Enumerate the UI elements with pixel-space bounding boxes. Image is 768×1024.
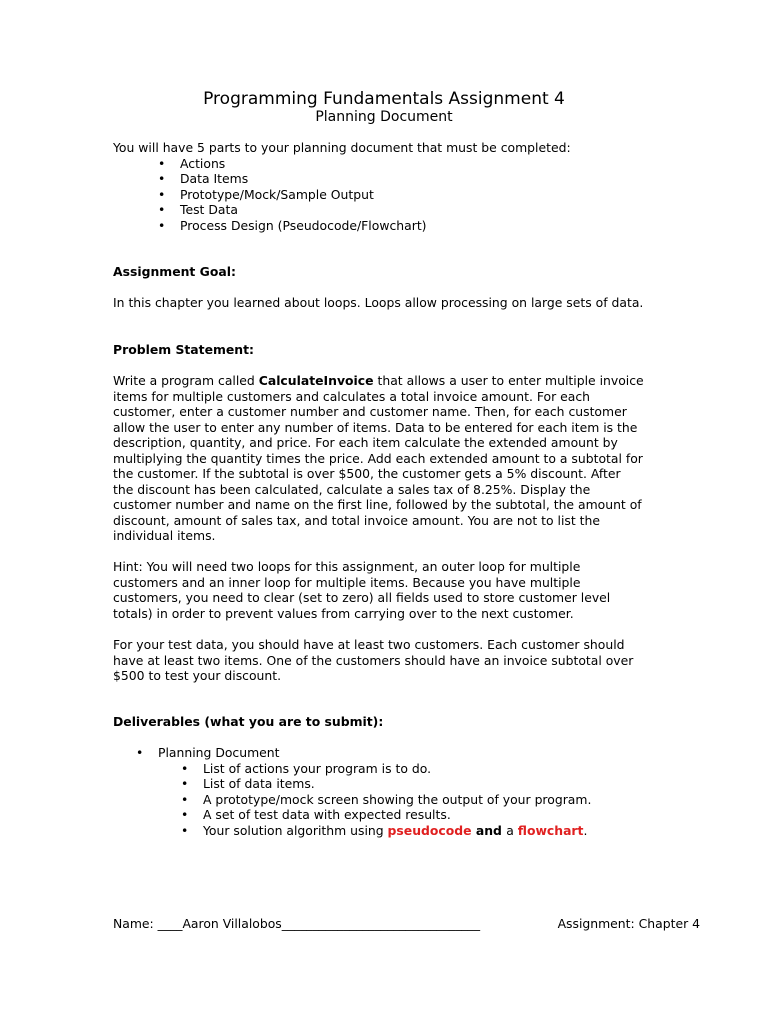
problem-line: description, quantity, and price. For each item calculate the extended amount by xyxy=(113,435,618,450)
document-subtitle: Planning Document xyxy=(315,109,453,125)
problem-line: the customer. If the subtotal is over $500, the customer gets a 5% discount. After xyxy=(113,466,621,481)
test-line: have at least two items. One of the customers should have an invoice subtotal over xyxy=(113,652,634,668)
hint-section xyxy=(113,559,673,621)
problem-line: multiplying the quantity times the price. Add each extended amount to a subtotal for xyxy=(113,450,643,466)
list-item xyxy=(203,823,673,839)
assignment-chapter: Assignment: Chapter 4 xyxy=(557,916,700,931)
intro-section xyxy=(113,140,673,233)
intro-text: You will have 5 parts to your planning document that must be completed: xyxy=(113,140,571,155)
name-label: Name: xyxy=(113,916,158,931)
problem-line: allow the user to enter any number of items. Data to be entered for each item is the xyxy=(113,419,638,435)
list-item: • A set of test data with expected results. xyxy=(203,807,673,823)
problem-line: the discount has been calculated, calculate a sales tax of 8.25%. Display the xyxy=(113,481,591,497)
list-item: • Actions xyxy=(180,156,673,172)
hint-line: customers and an inner loop for multiple items. Because you have multiple xyxy=(113,574,581,590)
algorithm-and: and xyxy=(471,822,507,838)
problem-heading: Problem Statement: xyxy=(113,342,254,357)
problem-line: discount, amount of sales tax, and total invoice amount. You are not to list the xyxy=(113,512,600,528)
problem-line-text: that allows a user to enter multiple invoice xyxy=(373,373,644,388)
problem-line: items for multiple customers and calculates a total invoice amount. For each xyxy=(113,388,591,404)
list-item: • List of data items. xyxy=(203,776,673,792)
hint-line: customers, you need to clear (set to zero) all fields used to store customer level xyxy=(113,590,611,605)
list-item: • Process Design (Pseudocode/Flowchart) xyxy=(180,218,673,234)
hint-line: Hint: You will need two loops for this assignment, an outer loop for multiple xyxy=(113,559,581,574)
list-item: • Test Data xyxy=(180,202,673,218)
test-line: $500 to test your discount. xyxy=(113,668,282,683)
deliverables-section xyxy=(113,714,673,838)
goal-text: In this chapter you learned about loops. Loops allow processing on large sets of data. xyxy=(113,295,644,310)
list-item: • Data Items xyxy=(180,171,673,187)
program-name: CalculateInvoice xyxy=(258,373,374,388)
problem-line: customer number and name on the first line, followed by the subtotal, the amount of xyxy=(113,497,642,512)
pseudocode-term: pseudocode xyxy=(387,822,472,838)
problem-section xyxy=(113,342,673,544)
algorithm-a: a xyxy=(506,822,518,838)
goal-section xyxy=(113,264,673,311)
list-item: • A prototype/mock screen showing the output of your program. xyxy=(203,792,673,808)
hint-line: totals) in order to prevent values from carrying over to the next customer. xyxy=(113,605,574,621)
algorithm-suffix: . xyxy=(583,822,588,838)
flowchart-term: flowchart xyxy=(517,822,584,838)
list-item: • List of actions your program is to do. xyxy=(203,761,673,777)
deliverables-sublist xyxy=(203,761,673,839)
name-line xyxy=(113,916,480,932)
test-line: For your test data, you should have at least two customers. Each customer should xyxy=(113,637,625,652)
deliverable-main: Planning Document xyxy=(158,745,280,760)
problem-line: individual items. xyxy=(113,528,216,543)
goal-heading: Assignment Goal: xyxy=(113,264,236,279)
deliverables-heading: Deliverables (what you are to submit): xyxy=(113,714,384,729)
name-value: ____Aaron Villalobos________________________________ xyxy=(157,916,481,931)
problem-text xyxy=(113,373,673,544)
algorithm-prefix: Your solution algorithm using xyxy=(203,822,388,838)
document-title: Programming Fundamentals Assignment 4 xyxy=(203,89,565,109)
list-item xyxy=(158,745,673,838)
test-data-section xyxy=(113,637,673,684)
deliverables-list xyxy=(158,745,673,838)
list-item: • Prototype/Mock/Sample Output xyxy=(180,187,673,203)
parts-list xyxy=(180,156,673,234)
problem-prefix: Write a program called xyxy=(113,373,259,388)
problem-line: customer, enter a customer number and customer name. Then, for each customer xyxy=(113,404,627,419)
problem-line xyxy=(113,373,673,389)
